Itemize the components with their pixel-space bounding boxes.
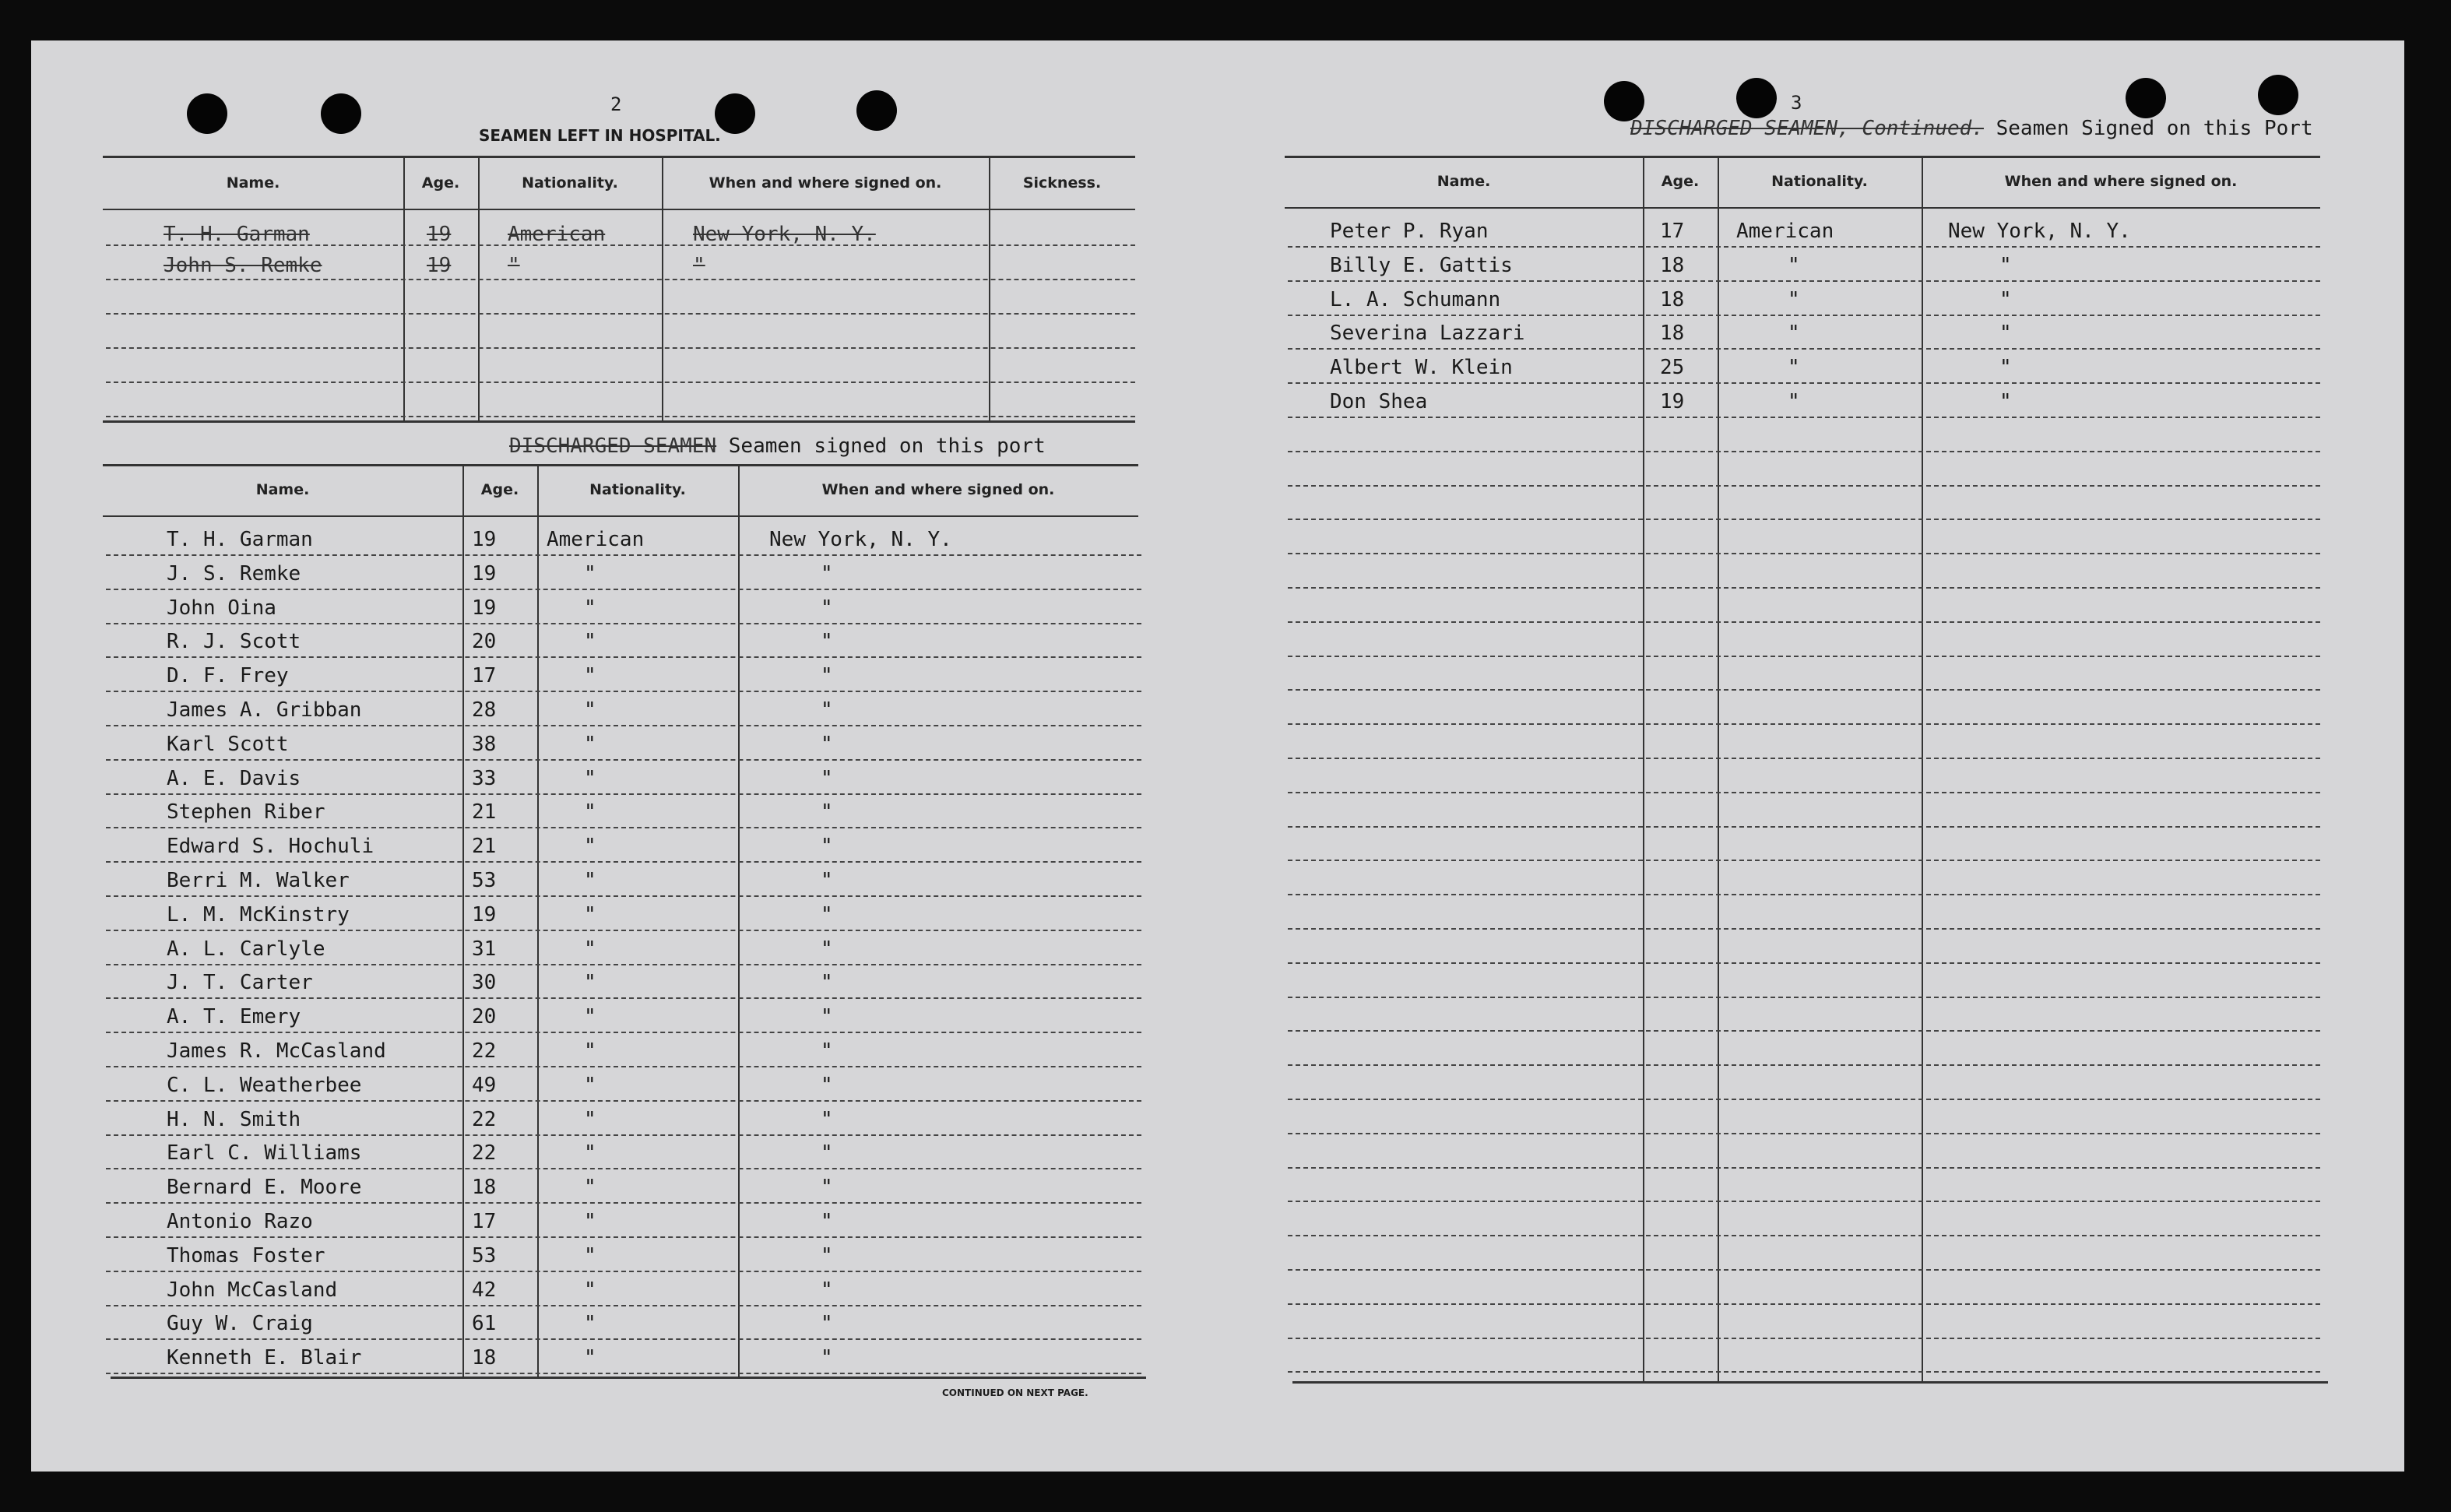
row-rule (106, 1134, 1141, 1136)
page-number: 2 (610, 93, 622, 115)
seaman-name: Billy E. Gattis (1330, 254, 1513, 277)
punch-hole (2258, 75, 2298, 115)
table-rule (103, 209, 1135, 210)
seaman-nationality: " (584, 1176, 596, 1199)
seaman-nationality: " (584, 733, 596, 756)
row-rule (106, 1338, 1141, 1340)
seaman-name: Berri M. Walker (167, 869, 350, 892)
seaman-name: H. N. Smith (167, 1108, 301, 1131)
punch-hole (187, 93, 227, 134)
seaman-signed-on: " (821, 869, 833, 892)
row-rule (106, 793, 1141, 795)
column-rule (738, 466, 740, 1377)
seaman-signed-on: New York, N. Y. (1948, 220, 2131, 243)
row-rule (106, 861, 1141, 863)
hospital-nationality: American (508, 223, 606, 246)
row-rule (106, 313, 1135, 315)
seaman-signed-on: " (1999, 390, 2012, 413)
column-rule (1643, 157, 1644, 1381)
row-rule (106, 964, 1141, 965)
seaman-name: James A. Gribban (167, 698, 362, 722)
row-rule (106, 930, 1141, 931)
row-rule (106, 725, 1141, 726)
seaman-age: 30 (472, 971, 497, 994)
row-rule (106, 656, 1141, 658)
seaman-signed-on: New York, N. Y. (769, 528, 952, 551)
seaman-name: Stephen Riber (167, 800, 325, 824)
seaman-nationality: " (1788, 322, 1800, 345)
row-rule (106, 759, 1141, 761)
seaman-age: 31 (472, 937, 497, 961)
seaman-signed-on: " (821, 1312, 833, 1335)
seaman-signed-on: " (821, 937, 833, 961)
column-rule (537, 466, 539, 1377)
discharged-header-where: When and where signed on. (821, 481, 1055, 498)
hospital-age: 19 (427, 223, 452, 246)
row-rule (106, 1373, 1141, 1374)
seaman-signed-on: " (821, 1074, 833, 1097)
seaman-name: Guy W. Craig (167, 1312, 313, 1335)
seaman-name: Don Shea (1330, 390, 1428, 413)
right-header-nationality: Nationality. (1771, 173, 1868, 190)
hospital-where: " (693, 254, 705, 277)
row-rule (1288, 315, 2320, 316)
seaman-name: L. M. McKinstry (167, 903, 350, 927)
discharged-title (509, 434, 1046, 458)
seaman-name: L. A. Schumann (1330, 288, 1501, 311)
seaman-signed-on: " (821, 1039, 833, 1063)
seaman-signed-on: " (821, 630, 833, 653)
row-rule (1288, 1269, 2320, 1271)
punch-hole (715, 93, 755, 134)
discharged-typed-text: Seamen signed on this port (728, 434, 1046, 458)
seaman-nationality: " (584, 869, 596, 892)
row-rule (1288, 280, 2320, 282)
row-rule (106, 623, 1141, 624)
row-rule (106, 997, 1141, 999)
right-header-where: When and where signed on. (2004, 173, 2238, 190)
seaman-age: 61 (472, 1312, 497, 1335)
row-rule (1288, 860, 2320, 861)
row-rule (1288, 689, 2320, 691)
row-rule (106, 1202, 1141, 1204)
row-rule (106, 827, 1141, 828)
seaman-name: T. H. Garman (167, 528, 313, 551)
seaman-age: 28 (472, 698, 497, 722)
seaman-nationality: " (584, 767, 596, 790)
punch-hole (856, 90, 897, 131)
row-rule (1288, 1064, 2320, 1066)
discharged-header-nationality: Nationality. (589, 481, 686, 498)
column-rule (1718, 157, 1719, 1381)
seaman-name: Peter P. Ryan (1330, 220, 1489, 243)
table-rule (1292, 1381, 2328, 1384)
seaman-nationality: " (584, 1312, 596, 1335)
table-rule (1285, 207, 2320, 209)
seaman-signed-on: " (821, 971, 833, 994)
seaman-age: 18 (1660, 322, 1685, 345)
row-rule (1288, 656, 2320, 657)
discharged-header-age: Age. (480, 481, 519, 498)
row-rule (106, 589, 1141, 590)
row-rule (1288, 1371, 2320, 1373)
seaman-signed-on: " (821, 1278, 833, 1302)
seaman-signed-on: " (821, 1346, 833, 1370)
row-rule (106, 279, 1135, 280)
seaman-name: Bernard E. Moore (167, 1176, 362, 1199)
seaman-nationality: " (584, 1346, 596, 1370)
row-rule (1288, 451, 2320, 452)
seaman-name: A. L. Carlyle (167, 937, 325, 961)
seaman-age: 53 (472, 1244, 497, 1268)
hospital-where: New York, N. Y. (693, 223, 876, 246)
seaman-signed-on: " (821, 1244, 833, 1268)
seaman-name: A. T. Emery (167, 1005, 301, 1029)
seaman-age: 53 (472, 869, 497, 892)
row-rule (1288, 246, 2320, 248)
seaman-name: A. E. Davis (167, 767, 301, 790)
seaman-nationality: " (584, 971, 596, 994)
seaman-age: 33 (472, 767, 497, 790)
seaman-nationality: " (584, 1244, 596, 1268)
row-rule (106, 1100, 1141, 1102)
row-rule (1288, 1201, 2320, 1202)
seaman-name: D. F. Frey (167, 664, 289, 687)
document-sheet (31, 40, 2404, 1472)
row-rule (1288, 928, 2320, 930)
hospital-header-name: Name. (226, 174, 280, 192)
seaman-nationality: " (584, 698, 596, 722)
row-rule (1288, 1235, 2320, 1236)
row-rule (106, 1168, 1141, 1169)
seaman-signed-on: " (821, 596, 833, 620)
seaman-age: 18 (1660, 254, 1685, 277)
right-header-age: Age. (1661, 173, 1700, 190)
hospital-age: 19 (427, 254, 452, 277)
seaman-nationality: " (584, 664, 596, 687)
seaman-nationality: American (547, 528, 645, 551)
hospital-name: T. H. Garman (164, 223, 310, 246)
seaman-nationality: " (584, 1210, 596, 1233)
table-rule (103, 156, 1135, 158)
seaman-name: J. S. Remke (167, 562, 301, 585)
row-rule (1288, 826, 2320, 828)
seaman-signed-on: " (821, 800, 833, 824)
seaman-nationality: " (584, 937, 596, 961)
seaman-signed-on: " (821, 903, 833, 927)
seaman-name: Albert W. Klein (1330, 356, 1513, 379)
seaman-name: Edward S. Hochuli (167, 835, 375, 858)
seaman-name: J. T. Carter (167, 971, 313, 994)
seaman-signed-on: " (1999, 322, 2012, 345)
seaman-age: 17 (1660, 220, 1685, 243)
row-rule (1288, 382, 2320, 384)
seaman-nationality: " (584, 1108, 596, 1131)
seaman-age: 19 (472, 562, 497, 585)
seaman-age: 21 (472, 800, 497, 824)
row-rule (106, 691, 1141, 692)
continued-struck-text: DISCHARGED SEAMEN, Continued. (1630, 117, 1984, 140)
seaman-signed-on: " (1999, 254, 2012, 277)
row-rule (1288, 1099, 2320, 1100)
column-rule (462, 466, 464, 1377)
table-rule (1285, 156, 2320, 158)
seaman-nationality: " (584, 1141, 596, 1165)
seaman-signed-on: " (821, 1210, 833, 1233)
row-rule (1288, 1167, 2320, 1169)
seaman-age: 19 (472, 903, 497, 927)
row-rule (1288, 1303, 2320, 1305)
row-rule (106, 347, 1135, 349)
seaman-name: Earl C. Williams (167, 1141, 362, 1165)
row-rule (106, 1236, 1141, 1238)
seaman-signed-on: " (821, 733, 833, 756)
seaman-age: 20 (472, 630, 497, 653)
seaman-name: R. J. Scott (167, 630, 301, 653)
seaman-age: 42 (472, 1278, 497, 1302)
table-rule (103, 420, 1135, 423)
seaman-name: John Oina (167, 596, 276, 620)
seaman-age: 17 (472, 1210, 497, 1233)
table-rule (111, 1377, 1146, 1379)
seaman-signed-on: " (1999, 356, 2012, 379)
seaman-age: 22 (472, 1108, 497, 1131)
seaman-nationality: American (1736, 220, 1834, 243)
seaman-signed-on: " (821, 1005, 833, 1029)
row-rule (106, 1066, 1141, 1067)
seaman-age: 19 (472, 528, 497, 551)
seaman-nationality: " (584, 1005, 596, 1029)
row-rule (1288, 417, 2320, 418)
seaman-name: John McCasland (167, 1278, 338, 1302)
seaman-age: 38 (472, 733, 497, 756)
seaman-age: 17 (472, 664, 497, 687)
row-rule (1288, 1030, 2320, 1032)
seaman-age: 22 (472, 1039, 497, 1063)
seaman-signed-on: " (821, 1176, 833, 1199)
seaman-name: C. L. Weatherbee (167, 1074, 362, 1097)
hospital-nationality: " (508, 254, 520, 277)
discharged-struck-text: DISCHARGED SEAMEN (509, 434, 717, 458)
discharged-header-name: Name. (255, 481, 310, 498)
punch-hole (1604, 81, 1644, 121)
right-header-name: Name. (1436, 173, 1491, 190)
seaman-age: 25 (1660, 356, 1685, 379)
seaman-nationality: " (1788, 356, 1800, 379)
seaman-signed-on: " (821, 835, 833, 858)
seaman-name: Kenneth E. Blair (167, 1346, 362, 1370)
row-rule (106, 895, 1141, 897)
seaman-nationality: " (584, 596, 596, 620)
row-rule (106, 554, 1141, 556)
row-rule (1288, 348, 2320, 350)
seaman-age: 19 (1660, 390, 1685, 413)
seaman-name: Severina Lazzari (1330, 322, 1525, 345)
seaman-nationality: " (584, 630, 596, 653)
row-rule (1288, 758, 2320, 759)
row-rule (1288, 485, 2320, 487)
row-rule (106, 382, 1135, 383)
row-rule (1288, 723, 2320, 725)
seaman-age: 18 (472, 1176, 497, 1199)
seaman-name: Karl Scott (167, 733, 289, 756)
seaman-name: Thomas Foster (167, 1244, 325, 1268)
seaman-nationality: " (584, 562, 596, 585)
row-rule (1288, 792, 2320, 793)
punch-hole (321, 93, 361, 134)
seaman-name: James R. McCasland (167, 1039, 386, 1063)
hospital-header-age: Age. (421, 174, 460, 192)
row-rule (1288, 519, 2320, 520)
hospital-title: SEAMEN LEFT IN HOSPITAL. (479, 126, 721, 145)
row-rule (1288, 621, 2320, 623)
row-rule (1288, 587, 2320, 589)
seaman-signed-on: " (821, 1108, 833, 1131)
hospital-header-nationality: Nationality. (522, 174, 618, 192)
seaman-nationality: " (584, 835, 596, 858)
table-rule (103, 515, 1138, 517)
column-rule (1922, 157, 1923, 1381)
seaman-age: 18 (1660, 288, 1685, 311)
hospital-header-sickness: Sickness. (1022, 174, 1102, 192)
row-rule (106, 1271, 1141, 1272)
seaman-nationality: " (584, 800, 596, 824)
seaman-nationality: " (1788, 390, 1800, 413)
row-rule (1288, 997, 2320, 998)
page-number: 3 (1791, 92, 1802, 114)
row-rule (106, 1305, 1141, 1306)
seaman-signed-on: " (821, 664, 833, 687)
row-rule (106, 416, 1135, 417)
seaman-nationality: " (584, 1278, 596, 1302)
row-rule (1288, 962, 2320, 964)
punch-hole (1736, 78, 1777, 118)
continued-title (1630, 117, 2313, 140)
row-rule (1288, 1133, 2320, 1134)
seaman-signed-on: " (821, 767, 833, 790)
row-rule (106, 1032, 1141, 1033)
seaman-signed-on: " (821, 1141, 833, 1165)
continued-typed-text: Seamen Signed on this Port (1996, 117, 2313, 140)
hospital-header-where: When and where signed on. (709, 174, 942, 192)
row-rule (1288, 1338, 2320, 1339)
seaman-name: Antonio Razo (167, 1210, 313, 1233)
row-rule (1288, 894, 2320, 895)
seaman-nationality: " (584, 1074, 596, 1097)
table-rule (103, 464, 1138, 466)
continued-footer: CONTINUED ON NEXT PAGE. (942, 1387, 1088, 1398)
seaman-age: 49 (472, 1074, 497, 1097)
row-rule (1288, 553, 2320, 554)
seaman-age: 19 (472, 596, 497, 620)
seaman-age: 22 (472, 1141, 497, 1165)
seaman-nationality: " (584, 1039, 596, 1063)
seaman-age: 20 (472, 1005, 497, 1029)
seaman-age: 18 (472, 1346, 497, 1370)
seaman-nationality: " (584, 903, 596, 927)
seaman-nationality: " (1788, 288, 1800, 311)
seaman-nationality: " (1788, 254, 1800, 277)
seaman-signed-on: " (821, 698, 833, 722)
hospital-name: John S. Remke (164, 254, 322, 277)
seaman-signed-on: " (1999, 288, 2012, 311)
seaman-signed-on: " (821, 562, 833, 585)
punch-hole (2126, 78, 2166, 118)
seaman-age: 21 (472, 835, 497, 858)
